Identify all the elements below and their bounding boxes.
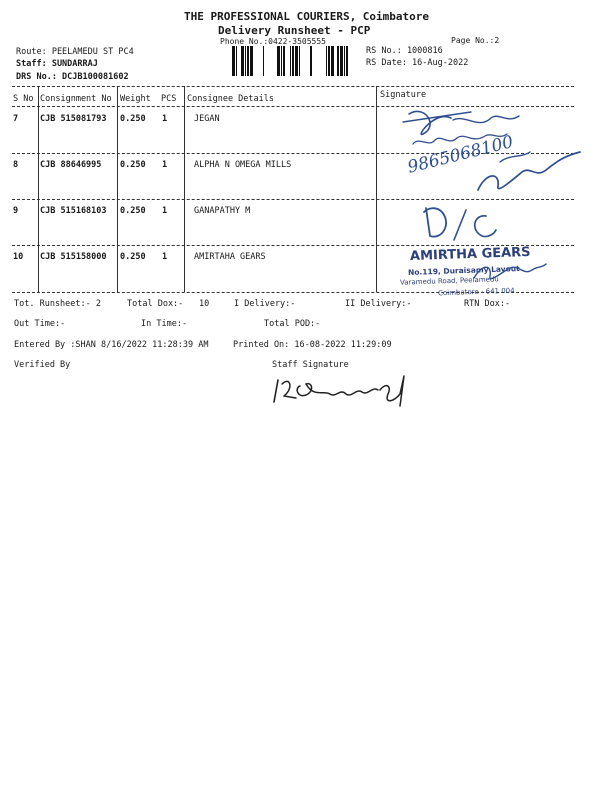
handwritten-signature-row10 xyxy=(468,256,548,286)
row-pcs: 1 xyxy=(162,252,168,262)
out-time: Out Time:- xyxy=(14,319,66,329)
column-divider xyxy=(376,86,377,292)
stamp-company-name: AMIRTHA GEARS xyxy=(409,244,531,265)
row-consignee: GANAPATHY M xyxy=(194,206,251,216)
row-pcs: 1 xyxy=(162,160,168,170)
barcode-bar xyxy=(292,46,294,76)
staff-handwritten-signature xyxy=(268,372,418,408)
row-consignment-no: CJB 515168103 xyxy=(40,206,107,216)
header-consignment-no: Consignment No xyxy=(40,94,112,104)
barcode-bar xyxy=(247,46,249,76)
row-sno: 9 xyxy=(13,206,19,216)
barcode-bar xyxy=(299,46,300,76)
barcode-bar xyxy=(340,46,343,76)
barcode-bar xyxy=(241,46,244,76)
handwritten-signature-row9 xyxy=(412,200,502,246)
row-weight: 0.250 xyxy=(120,252,146,262)
page-number: Page No.:2 xyxy=(451,36,500,45)
row-consignment-no: CJB 515158000 xyxy=(40,252,107,262)
rtn-dox: RTN Dox:- xyxy=(464,299,511,309)
header-weight: Weight xyxy=(120,94,151,104)
row-consignee: ALPHA N OMEGA MILLS xyxy=(194,160,292,170)
barcode-bar xyxy=(281,46,282,76)
column-divider xyxy=(184,86,185,292)
barcode-bar xyxy=(283,46,285,76)
barcode-bar xyxy=(295,46,298,76)
barcode-bar xyxy=(245,46,246,76)
barcode-bar xyxy=(328,46,330,76)
document-title: Delivery Runsheet - PCP xyxy=(218,24,371,37)
row-consignment-no: CJB 88646995 xyxy=(40,160,102,170)
drs-number: DRS No.: DCJB100081602 xyxy=(16,72,129,82)
ii-delivery: II Delivery:- xyxy=(345,299,412,309)
barcode xyxy=(232,46,360,76)
barcode-bar xyxy=(263,46,264,76)
column-divider xyxy=(117,86,118,292)
row-consignee: JEGAN xyxy=(194,114,220,124)
verified-by: Verified By xyxy=(14,360,71,370)
row-pcs: 1 xyxy=(162,114,168,124)
row-sno: 8 xyxy=(13,160,19,170)
header-sno: S No xyxy=(13,94,34,104)
barcode-bar xyxy=(250,46,253,76)
company-name: THE PROFESSIONAL COURIERS, Coimbatore xyxy=(184,10,430,23)
barcode-bar xyxy=(236,46,237,76)
total-dox-value: 10 xyxy=(199,299,210,309)
rs-date: RS Date: 16-Aug-2022 xyxy=(366,58,469,68)
barcode-bar xyxy=(290,46,291,76)
barcode-bar xyxy=(344,46,345,76)
staff-signature-label: Staff Signature xyxy=(272,360,349,370)
row-weight: 0.250 xyxy=(120,206,146,216)
row-sno: 7 xyxy=(13,114,19,124)
route-info: Route: PEELAMEDU ST PC4 xyxy=(16,47,134,57)
row-consignee: AMIRTAHA GEARS xyxy=(194,252,266,262)
entered-by: Entered By :SHAN 8/16/2022 11:28:39 AM xyxy=(14,340,209,350)
table-top-rule xyxy=(12,86,574,87)
total-runsheet: Tot. Runsheet:- 2 xyxy=(14,299,101,309)
stamp-address-line2: Varamedu Road, Peelamedu xyxy=(399,275,499,287)
printed-on: Printed On: 16-08-2022 11:29:09 xyxy=(233,340,392,350)
total-dox-label: Total Dox:- xyxy=(127,299,184,309)
stamp-address-line1: No.119, Duraisamy Layout xyxy=(407,264,520,277)
header-signature: Signature xyxy=(380,90,427,100)
rs-number: RS No.: 1000816 xyxy=(366,46,443,56)
row-sno: 10 xyxy=(13,252,24,262)
total-pod: Total POD:- xyxy=(264,319,321,329)
barcode-bar xyxy=(326,46,327,76)
i-delivery: I Delivery:- xyxy=(234,299,296,309)
phone-number: Phone No.:0422-3505555 xyxy=(220,37,326,46)
staff-info: Staff: SUNDARRAJ xyxy=(16,59,98,69)
barcode-bar xyxy=(346,46,348,76)
row-weight: 0.250 xyxy=(120,114,146,124)
barcode-bar xyxy=(277,46,280,76)
column-divider xyxy=(38,86,39,292)
in-time: In Time:- xyxy=(141,319,188,329)
stamp-address-line3: Coimbatore - 641 004 xyxy=(437,286,515,298)
handwritten-signature-row8 xyxy=(470,142,585,202)
header-consignee-details: Consignee Details xyxy=(187,94,274,104)
barcode-bar xyxy=(337,46,339,76)
row-consignment-no: CJB 515081793 xyxy=(40,114,107,124)
barcode-bar xyxy=(331,46,334,76)
row-pcs: 1 xyxy=(162,206,168,216)
header-pcs: PCS xyxy=(161,94,177,104)
barcode-bar xyxy=(310,46,312,76)
handwritten-phone-row8: 9865068100 xyxy=(405,132,516,178)
barcode-bar xyxy=(232,46,235,76)
row-weight: 0.250 xyxy=(120,160,146,170)
